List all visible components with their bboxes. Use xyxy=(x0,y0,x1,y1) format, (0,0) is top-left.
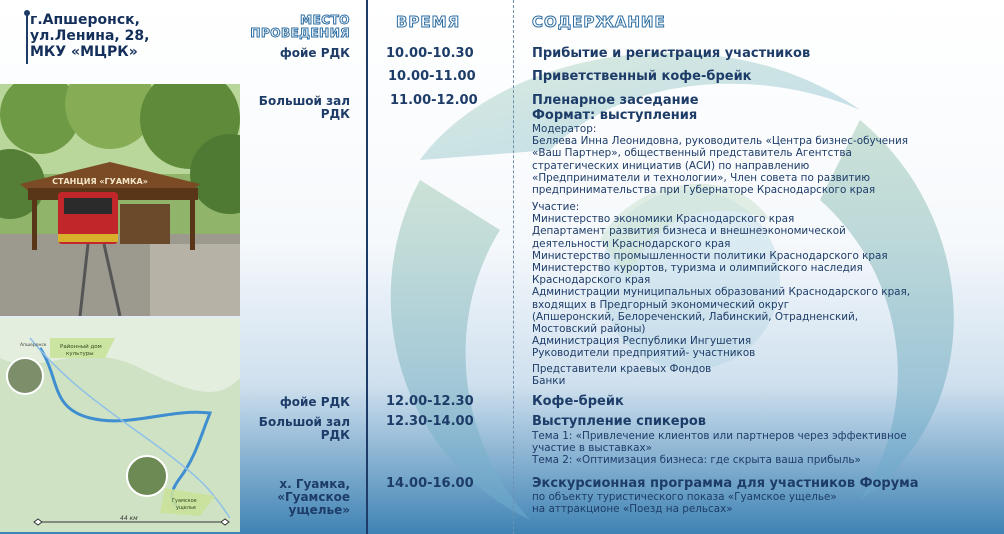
column-divider-solid xyxy=(366,0,368,534)
map-label-end-1: Гуамское xyxy=(172,498,197,504)
row5-place-line1: Большой зал xyxy=(258,415,350,429)
venue-city: г.Апшеронск, xyxy=(30,12,140,28)
row4-title: Кофе-брейк xyxy=(532,394,624,409)
route-map xyxy=(0,318,240,532)
row1-place: фойе РДК xyxy=(279,46,350,60)
row5-title: Выступление спикеров xyxy=(532,414,707,429)
moderator-block xyxy=(532,123,1002,196)
map-label-end-2: ущелье xyxy=(176,505,196,511)
topics-block xyxy=(532,430,1002,467)
header-place xyxy=(236,14,350,40)
header-place-line1: МЕСТО xyxy=(300,13,350,27)
topic-line: Тема 1: «Привлечение клиентов или партнеров через эффективное xyxy=(532,430,907,442)
map-label-start-2: культуры xyxy=(66,351,94,357)
participant-line: Министерство экономики Краснодарского края xyxy=(532,213,795,226)
moderator-line: предпринимательства при Губернаторе Краснодарского края xyxy=(532,184,876,197)
row1-title: Прибытие и регистрация участников xyxy=(532,46,811,61)
column-divider-dashed xyxy=(513,0,514,534)
row3-place xyxy=(238,95,350,121)
start-thumbnail xyxy=(7,358,43,394)
moderator-line: «Ваш Партнер», общественный представитель Агентства xyxy=(532,147,852,160)
row3-place-line1: Большой зал xyxy=(258,94,350,108)
row6-place xyxy=(238,478,350,517)
participants-block xyxy=(532,201,1002,360)
participant-line: Министерство курортов, туризма и олимпийского наследия xyxy=(532,262,863,275)
extra-line: Представители краевых Фондов xyxy=(532,363,712,375)
row5-place xyxy=(238,416,350,442)
map-label-start-1: Районный дом xyxy=(60,344,102,350)
participant-line: Министерство промышленности политики Краснодарского края xyxy=(532,249,888,262)
row2-time: 10.00-11.00 xyxy=(388,69,476,84)
venue-name: МКУ «МЦРК» xyxy=(30,44,138,60)
row5-time: 12.30-14.00 xyxy=(386,414,474,429)
moderator-line: Беляева Инна Леонидовна, руководитель «Центра бизнес-обучения xyxy=(532,135,908,148)
row3-place-line2: РДК xyxy=(320,107,350,121)
row2-title: Приветственный кофе-брейк xyxy=(532,69,752,84)
row3-time: 11.00-12.00 xyxy=(390,93,478,108)
header-time: ВРЕМЯ xyxy=(396,13,461,31)
excursion-line: по объекту туристического показа «Гуамское ущелье» xyxy=(532,491,837,503)
venue-street: ул.Ленина, 28, xyxy=(30,28,150,44)
moderator-line: стратегических инициатив (АСИ) по направлению xyxy=(532,159,810,172)
station-photo xyxy=(0,84,240,316)
station-sign: СТАНЦИЯ «ГУАМКА» xyxy=(52,177,148,186)
moderator-line: «Предприниматели и технологии», Член совета по развитию xyxy=(532,171,871,184)
row6-place-line1: х. Гуамка, xyxy=(279,477,350,491)
topic-line: участие в выставках» xyxy=(532,442,653,455)
participant-line: (Апшеронский, Белореченский, Лабинский, Отрадненский, xyxy=(532,310,859,323)
header-place-line2: ПРОВЕДЕНИЯ xyxy=(250,26,350,40)
row3-title xyxy=(532,93,992,123)
moderator-line: Модератор: xyxy=(532,123,597,135)
excursion-line: на аттракционе «Поезд на рельсах» xyxy=(532,503,733,516)
map-town-label: Апшеронск xyxy=(20,343,47,348)
map-distance: 44 км xyxy=(120,515,138,522)
participant-line: Краснодарского края xyxy=(532,274,651,287)
row1-time: 10.00-10.30 xyxy=(386,46,474,61)
participant-line: Участие: xyxy=(532,201,580,213)
row6-place-line3: ущелье» xyxy=(288,503,350,517)
participant-line: деятельности Краснодарского края xyxy=(532,237,731,250)
header-content: СОДЕРЖАНИЕ xyxy=(532,13,666,31)
row6-place-line2: «Гуамское xyxy=(277,490,350,504)
venue-address xyxy=(30,12,230,60)
row6-time: 14.00-16.00 xyxy=(386,476,474,491)
row5-place-line2: РДК xyxy=(320,428,350,442)
row4-place: фойе РДК xyxy=(279,395,350,409)
row3-title-line1: Пленарное заседание xyxy=(532,93,699,108)
participant-line: Мостовский районы) xyxy=(532,323,646,336)
row6-title: Экскурсионная программа для участников Форума xyxy=(532,476,919,491)
excursion-details xyxy=(532,491,1002,515)
extra-participants-block xyxy=(532,363,1002,387)
topic-line: Тема 2: «Оптимизация бизнеса: где скрыта ваша прибыль» xyxy=(532,454,861,467)
row4-time: 12.00-12.30 xyxy=(386,394,474,409)
end-thumbnail xyxy=(127,456,167,496)
participant-line: Департамент развития бизнеса и внешнеэкономической xyxy=(532,225,846,238)
participant-line: Администрации муниципальных образований Краснодарского края, xyxy=(532,286,911,299)
location-marker-line xyxy=(26,14,28,64)
participant-line: Руководители предприятий- участников xyxy=(532,347,756,360)
participant-line: входящих в Предгорный экономический округ xyxy=(532,298,790,311)
extra-line: Банки xyxy=(532,375,566,388)
participant-line: Администрация Республики Ингушетия xyxy=(532,335,752,348)
row3-title-line2: Формат: выступления xyxy=(532,108,698,123)
